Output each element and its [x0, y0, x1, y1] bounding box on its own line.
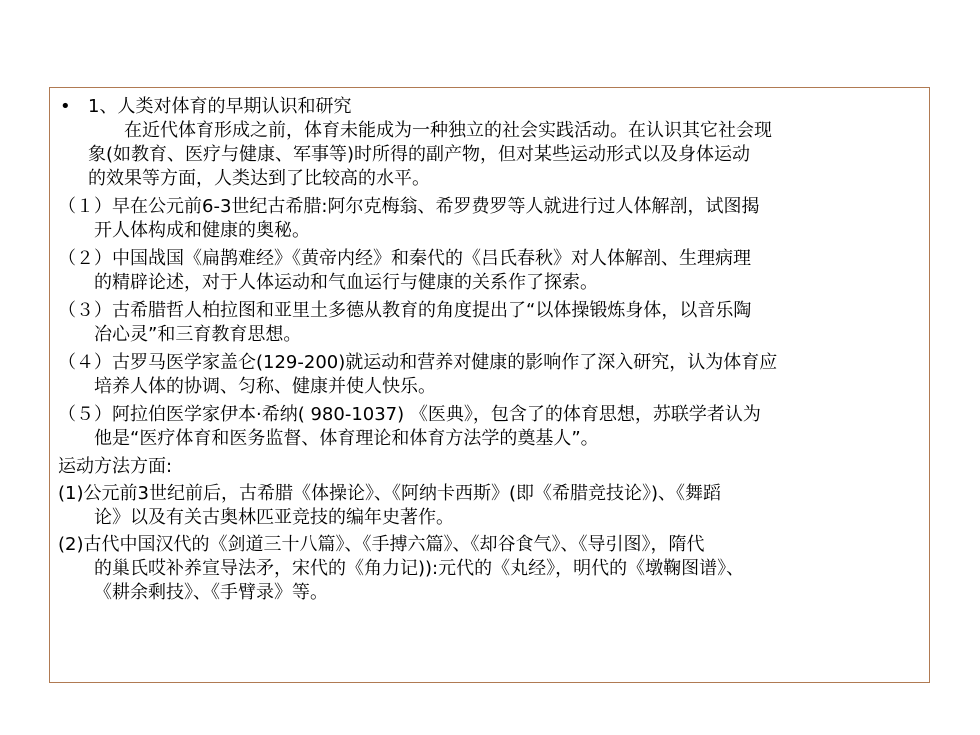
item-line: 冶心灵”和三育教育思想。 — [94, 324, 302, 345]
list-item — [58, 351, 921, 399]
item-line: （２）中国战国《扁鹊难经》《黄帝内经》和秦代的《吕氏春秋》对人体解剖、生理病理 — [58, 248, 751, 269]
example-line: (1)公元前3世纪前后，古希腊《体操论》、《阿纳卡西斯》(即《希腊竞技论》)、《舞蹈 — [58, 483, 721, 504]
intro-line: 象(如教育、医疗与健康、军事等)时所得的副产物，但对某些运动形式以及身体运动 — [88, 144, 751, 165]
intro-line: 的效果等方面，人类达到了比较高的水平。 — [88, 168, 430, 189]
item-line: 他是“医疗体育和医务监督、体育理论和体育方法学的奠基人”。 — [94, 428, 599, 449]
item-line: （１）早在公元前6-3世纪古希腊:阿尔克梅翁、希罗费罗等人就进行过人体解剖，试图揭 — [58, 196, 760, 217]
example-line: 《耕余剩技》、《手臂录》等。 — [94, 582, 328, 603]
item-line: 培养人体的协调、匀称、健康并使人快乐。 — [94, 376, 436, 397]
list-item — [58, 299, 921, 347]
example-line: 论》以及有关古奥林匹亚竞技的编年史著作。 — [94, 507, 454, 528]
list-item — [58, 403, 921, 451]
item-line: （３）古希腊哲人柏拉图和亚里土多德从教育的角度提出了“以体操锻炼身体，以音乐陶 — [58, 300, 752, 321]
list-item — [58, 195, 921, 243]
item-line: （５）阿拉伯医学家伊本·希纳( 980-1037) 《医典》，包含了的体育思想，苏联学者认为 — [58, 404, 761, 425]
intro-line: 在近代体育形成之前，体育未能成为一种独立的社会实践活动。在认识其它社会现 — [124, 120, 772, 141]
list-item — [58, 247, 921, 295]
section-label: 运动方法方面: — [58, 456, 173, 477]
example-line: 的巢氏哎补养宣导法矛，宋代的《角力记)):元代的《丸经》，明代的《墩鞠图谱》、 — [94, 558, 745, 579]
item-line: 的精辟论述，对于人体运动和气血运行与健康的关系作了探索。 — [94, 272, 598, 293]
item-line: 开人体构成和健康的奥秘。 — [94, 220, 310, 241]
intro-paragraph — [58, 119, 921, 191]
section-heading — [58, 95, 921, 119]
example-item — [58, 482, 921, 530]
example-line: (2)古代中国汉代的《剑道三十八篇》、《手搏六篇》、《却谷食气》、《导引图》，隋代 — [58, 534, 705, 555]
item-line: （４）古罗马医学家盖仑(129-200)就运动和营养对健康的影响作了深入研究，认为体育应 — [58, 352, 778, 373]
heading-text: 1、人类对体育的早期认识和研究 — [88, 96, 352, 117]
bullet-dot: • — [60, 96, 71, 117]
example-item — [58, 533, 921, 605]
content-box — [49, 87, 930, 683]
